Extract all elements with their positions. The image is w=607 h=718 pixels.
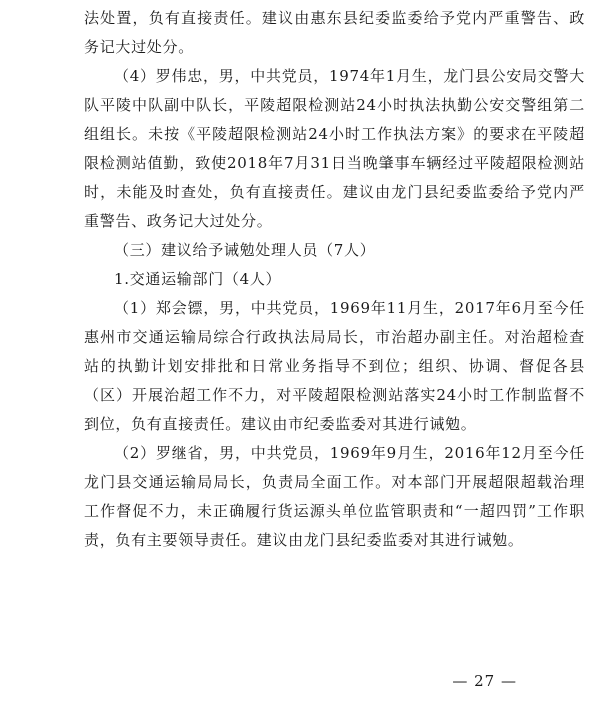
paragraph-2: （4）罗伟忠，男，中共党员，1974年1月生，龙门县公安局交警大队平陵中队副中队长，平陵超限检测站24小时执法执勤公安交警组第二组组长。未按《平陵超限检测站24小时工作执法方案》的要求在平陵超限检测站值勤，致使2018年7月31日当晚肇事车辆经过平陵超限检测站时，未能及时查处，负有直接责任。建议由龙门县纪委监委给予党内严重警告、政务记大过处分。 — [84, 67, 585, 230]
subsection-heading: 1.交通运输部门（4人） — [114, 270, 282, 288]
paragraph-1: 法处置，负有直接责任。建议由惠东县纪委监委给予党内严重警告、政务记大过处分。 — [84, 9, 585, 56]
section-heading: （三）建议给予诫勉处理人员（7人） — [114, 241, 376, 259]
page-number: — 27 — — [452, 672, 517, 690]
paragraph-3: （1）郑会镖，男，中共党员，1969年11月生，2017年6月至今任惠州市交通运输局综合行政执法局局长，市治超办副主任。对治超检查站的执勤计划安排批和日常业务指导不到位；组织、协调、督促各县（区）开展治超工作不力，对平陵超限检测站落实24小时工作制监督不到位，负有直接责任。建议由市纪委监委对其进行诫勉。 — [84, 299, 585, 433]
paragraph-4: （2）罗继省，男，中共党员，1969年9月生，2016年12月至今任龙门县交通运输局局长，负责局全面工作。对本部门开展超限超载治理工作督促不力，未正确履行货运源头单位监管职责和“一超四罚”工作职责，负有主要领导责任。建议由龙门县纪委监委对其进行诫勉。 — [84, 444, 585, 549]
